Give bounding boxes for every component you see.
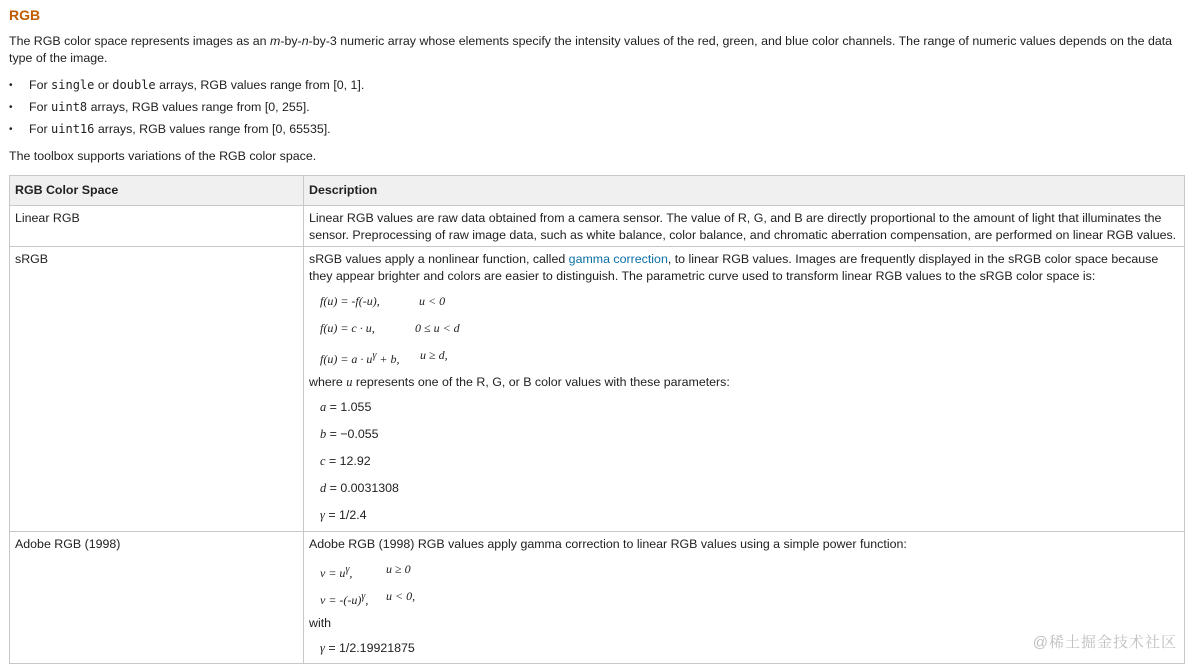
srgb-description: sRGB values apply a nonlinear function, called gamma correction, to linear RGB values. Images are frequently displayed in the sRGB color space because they appear brighter and colors are easier to distinguish. The parametric curve used to transform linear RGB values to the sRGB color space is:	[309, 252, 1159, 283]
cell-name: Linear RGB	[10, 206, 304, 247]
cell-description: Adobe RGB (1998) RGB values apply gamma correction to linear RGB values using a simple power function: $v = u^\gamma$, u ≥ 0 $v = -(-u)^\gamma$, u < 0, with γ = 1/2.19921875	[304, 532, 1185, 664]
table-row	[10, 206, 1185, 247]
table-row	[10, 532, 1185, 664]
parameter: d = 0.0031308	[320, 481, 399, 495]
cell-description: Linear RGB values are raw data obtained from a camera sensor. The value of R, G, and B are directly proportional to the amount of light that illuminates the sensor. Preprocessing of raw image data, such as white balance, color balance, and chromatic aberration compensation, are performed on linear RGB values.	[304, 206, 1185, 247]
equation: $v = -(-u)^\gamma$, u < 0,	[320, 589, 416, 607]
parameter: γ = 1/2.19921875	[320, 641, 415, 655]
code-uint8: uint8	[51, 100, 88, 114]
var-n: n	[301, 34, 309, 48]
section-title: RGB	[9, 7, 41, 23]
table-header-row	[10, 176, 1185, 206]
parameter: b = −0.055	[320, 427, 379, 441]
list-item: • For uint8 arrays, RGB values range from [0, 255].	[9, 100, 310, 114]
support-text: The toolbox supports variations of the RGB color space.	[9, 149, 317, 163]
with-text: with	[309, 616, 332, 630]
table-row	[10, 247, 1185, 532]
color-space-table	[9, 175, 1185, 664]
cell-description	[304, 247, 1185, 532]
var-m: m	[270, 34, 281, 48]
list-item: • For uint16 arrays, RGB values range from [0, 65535].	[9, 122, 331, 136]
equation: f(u) = c · u, 0 ≤ u < d	[320, 321, 460, 335]
gamma-correction-link[interactable]: gamma correction	[568, 252, 668, 266]
intro-paragraph: The RGB color space represents images as an m-by-n-by-3 numeric array whose elements specify the intensity values of the red, green, and blue color channels. The range of numeric values depends on the data type of the image.	[9, 34, 1173, 65]
bullet: •	[9, 124, 13, 135]
parameter: γ = 1/2.4	[320, 508, 367, 522]
list-item: • For single or double arrays, RGB values range from [0, 1].	[9, 78, 365, 92]
code-uint16: uint16	[51, 122, 95, 136]
column-header-color-space: RGB Color Space	[10, 176, 304, 206]
bullet: •	[9, 80, 13, 91]
where-text: where u represents one of the R, G, or B color values with these parameters:	[309, 375, 730, 389]
range-list	[9, 77, 364, 143]
code-single: single	[51, 78, 95, 92]
cell-name: sRGB	[10, 247, 304, 532]
parameter: c = 12.92	[320, 454, 371, 468]
equation: $v = u^\gamma$, u ≥ 0	[320, 562, 411, 580]
bullet: •	[9, 102, 13, 113]
equation: f(u) = -f(-u), u < 0	[320, 294, 446, 308]
cell-name: Adobe RGB (1998)	[10, 532, 304, 664]
watermark: @稀土掘金技术社区	[1032, 634, 1177, 651]
parameter: a = 1.055	[320, 400, 372, 414]
equation: $f(u) = a \cdot u^\gamma + b$, u ≥ d,	[320, 348, 448, 366]
code-double: double	[112, 78, 156, 92]
column-header-description: Description	[304, 176, 1185, 206]
